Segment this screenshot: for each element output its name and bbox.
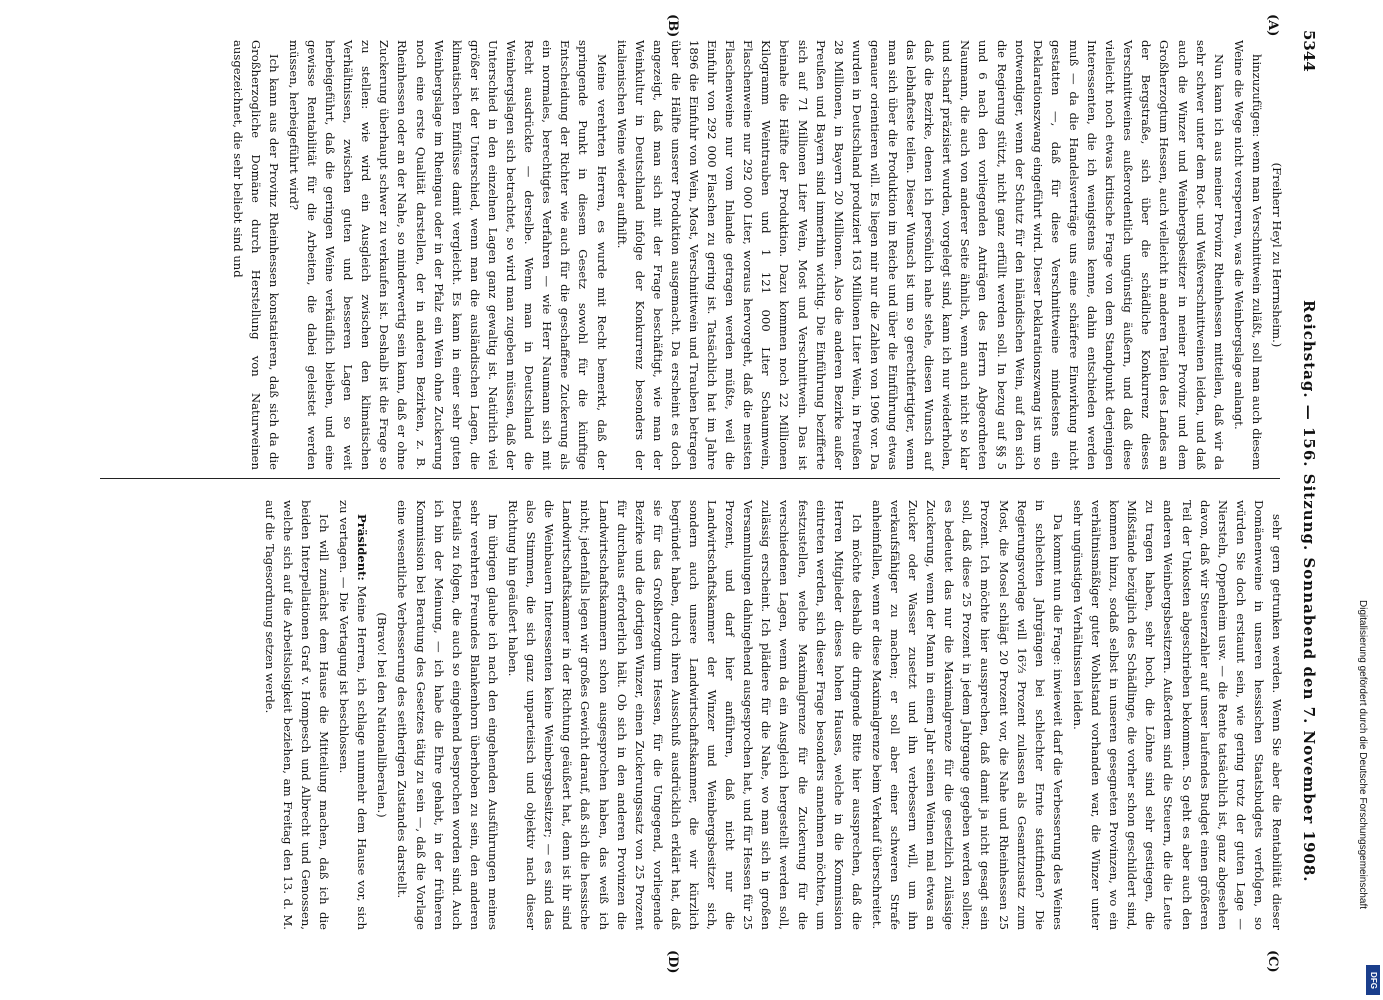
left-column [86, 40, 1286, 470]
margin-letter-c: (C) [1265, 950, 1280, 973]
paragraph: Nun kann ich aus meiner Provinz Rheinhessen mitteilen, daß wir da sehr schwer unter dem Rot- und Weißverschnittweinen leiden, und daß auch die Winzer und Weinbergsbesitzer in meiner Provinz und dem Großherzogtum Hessen, auch vielleicht in anderen Teilen des Landes an der Bergstraße, sich über die schädliche Konkurrenz dieses Verschnittweines außerordentlich ungünstig äußern, und daß diese vielleicht noch etwas kritische Frage von dem Standpunkt derjenigen Interessenten, die ich wenigstens kenne, dahin entschieden werden muß — da die Handelsverträge uns eine schärfere Einwirkung nicht gestatten —, daß für diese Verschnittweine mindestens ein Deklarationszwang eingeführt wird. Dieser Deklarationszwang ist um so notwendiger, wenn der Schutz für den inländischen Wein, auf den sich die Regierung stützt, nicht ganz erfüllt werden soll. In bezug auf §§ 5 und 6 nach den vorliegenden Anträgen des Herrn Abgeordneten Naumann, die auch von anderer Seite ähnlich, wenn auch nicht so klar und scharf präzisiert wurden, vorgelegt sind, kann ich nur wiederholen, daß die Bezirke, denen ich persönlich nahe stehe, diesen Wunsch auf das lebhafteste teilen. Dieser Wunsch ist um so gerechtfertigter, wenn man sich über die Produktion im Reiche und über die Einführung etwas genauer orientieren will. Es liegen mir nur die Zahlen von 1906 vor. Da wurden in Deutschland produziert 163 Millionen Liter Wein, in Preußen 28 Millionen, in Bayern 20 Millionen. Also die anderen Bezirke außer Preußen und Bayern sind immerhin wichtig. Die Einführung bezifferte sich auf 71 Millionen Liter Wein, Most und Verschnittwein. Das ist beinahe die Hälfte der Produktion. Dazu kommen noch 22 Millionen Kilogramm Weintrauben und 1 121 000 Liter Schaumwein, Flaschenweine nur 292 000 Liter, woraus hervorgeht, daß die meisten Flaschenweine nur vom Inlande getragen werden müßte, weil die Einfuhr von 292 000 Flaschen zu gering ist. Tatsächlich hat im Jahre 1896 die Einfuhr von Wein, Most, Verschnittwein und Trauben betragen über die Hälfte unserer Produktion ausgemacht. Da erscheint es doch angezeigt, daß man sich mit der Frage beschäftigt, wie man der Weinkultur in Deutschland infolge der Konkurrenz besonders der italienischen Weine wieder aufhilft. [614, 40, 1226, 470]
page-header [1294, 20, 1320, 970]
margin-letter-b: (B) [665, 14, 680, 38]
running-head: Reichstag. — 156. Sitzung. Sonnabend den 7. November 1908. [1300, 300, 1318, 883]
president-paragraph [335, 500, 371, 930]
page-number: 5344 [1300, 30, 1318, 72]
paragraph: sehr gern getrunken werden. Wenn Sie aber die Rentabilität dieser Domänenweine in unseren hessischen Staatsbudgets verfolgen, so würden Sie doch erstaunt sein, wie gering trotz der guten Lage — Niersteln, Oppenheim usw. — die Rente tatsächlich ist, ganz abgesehen davon, daß wir Steuerzahler auf unser laufendes Budget einen größeren Teil der Unkosten abgeschrieben bekommen. So geht es aber auch den anderen Weinbergsbesitzern. Außerdem sind die Steuern, die die Leute zu tragen haben, sehr hoch, die Löhne sind sehr gestiegen, die Mißstände bezüglich des Schädlinge, die vorher schon geschildert sind, kommen hinzu, sodaß selbst in unseren gesegneten Provinzen, wo ein verhältnismäßiger guter Wohlstand vorhanden war, die Winzer unter sehr ungünstigen Verhältnissen leiden. [1070, 500, 1284, 930]
applause-note: (Bravo! bei den Nationalliberalen.) [375, 612, 390, 818]
paragraph: Da kommt nun die Frage: inwieweit darf die Verbesserung des Weines in schlechten Jahrgängen bei schlechter Ernte stattfinden? Die Regierungsvorlage will 16⅔ Prozent zulassen als Gesamtzusatz zum Most, die Mosel schlägt 20 Prozent vor, die Nahe und Rheinhessen 25 Prozent. Ich möchte hier aussprechen, daß damit ja nicht gesagt sein soll, daß diese 25 Prozent in jedem Jahrgange gegeben werden sollen; es bedeutet das nur die Maximalgrenze für die gesetzlich zulässige Zuckerung, wenn der Mann in einem Jahr seinen Weinen mal etwas an Zucker oder Wasser zusetzt und ihn verbessern will, um ihn verkaufsfähiger zu machen; er soll aber einer schweren Strafe anheimfallen, wenn er diese Maximalgrenze beim Verkauf überschreitet. [869, 500, 1065, 930]
paragraph: hinzuzufügen: wenn man Verschnittwein zuläßt, soll man auch diesem Weine die Wege nicht versperren, was die Weinbergslage anlangt. [1231, 40, 1264, 470]
paragraph: Ich will zunächst dem Hause die Mitteilung machen, daß ich die beiden Interpellationen Graf v. Hompesch und Albrecht und Genossen, welche sich auf die Arbeitslosigkeit beziehen, am Freitag den 13. d. M. auf die Tagesordnung setzen werde. [262, 500, 332, 930]
paragraph: Ich kann aus der Provinz Rheinhessen konstatieren, daß sich da die Großherzogliche Domäne durch Herstellung von Naturweinen ausgezeichnet, die sehr beliebt sind und [230, 40, 281, 470]
dfg-logo [1366, 965, 1380, 995]
margin-letter-a: (A) [1265, 14, 1280, 37]
margin-letter-d: (D) [665, 950, 680, 974]
right-column [86, 500, 1286, 930]
speaker-line: (Freiherr Heyl zu Herrnsheim.) [1270, 162, 1284, 348]
paragraph: Ich möchte deshalb die dringende Bitte hier aussprechen, daß die Herren Mitglieder dieses hohen Hauses, welche in die Kommission eintreten werden, sich dieser Frage besonders annehmen möchten, um festzustellen, welche Maximalgrenze für die Zuckerung für die verschiedenen Lagen, wenn da ein Ausgleich hergestellt werden soll, zulässig erscheint. Ich plädiere für die Nahe, wo man sich in großen Versammlungen dahingehend ausgesprochen hat, und für Hessen für 25 Prozent, und darf hier anführen, daß nicht nur die Landwirtschaftskammer der Winzer und Weinbergsbesitzer sich, sondern auch unsere Landwirtschaftskammer, die wir kürzlich begründet haben, durch ihren Ausschuß ausdrücklich erklärt hat, daß sie für das Großherzogtum Hessen, für die Umgegend, vorliegende Bezirke und die dortigen Winzer, einen Zuckerungssatz von 25 Prozent für durchaus erforderlich hält. Ob sich in den anderen Provinzen die Landwirtschaftskammern schon ausgesprochen haben, das weiß ich nicht; jedenfalls legen wir großes Gewicht darauf, daß sich die hessische Landwirtschaftskammer in der Richtung geäußert hat, denn ist ihr sind die Weinbauern Interessenten keine Weinbergsbesitzer; — es sind das also Stimmen, die sich ganz unparteiisch und objektiv nach dieser Richtung hin geäußert haben. [506, 500, 864, 930]
paragraph: Im übrigen glaube ich nach den eingehenden Ausführungen meines sehr verehrten Freundes Blankenhorn überhoben zu sein, den anderen Details zu folgen, die auch so eingehend besprochen worden sind. Auch ich bin der Meinung, — ich habe die Ehre gehabt, in der früheren Kommission bei Beratung des Gesetzes tätig zu sein —, daß die Vorlage eine wesentliche Verbesserung des seitherigen Zustandes darstellt. [395, 500, 500, 930]
column-divider [100, 478, 1280, 479]
president-text: Meine Herren, ich schlage nunmehr dem Hause vor, sich zu vertagen. — Die Vertagung ist beschlossen. [337, 500, 370, 931]
scanned-page [70, 14, 1320, 974]
digitization-credit: Digitalisierung gefördert durch die Deutsche Forschungsgemeinschaft [1357, 600, 1368, 910]
paragraph: Meine verehrten Herren, es wurde mit Recht bemerkt, daß der springende Punkt in diesem Gesetz sowohl für die künftige Entscheidung der Richter wie auch für die geschaffene Zuckerung als ein normales, berechtigtes Verfahren — wie Herr Naumann sich mit Recht ausdrückte — derselbe. Wenn man in Deutschland die Weinbergslagen sich betrachtet, so wird man zugeben müssen, daß der Unterschied in den einzelnen Lagen ganz gewaltig ist. Natürlich viel größer ist der Unterschied, wenn man die ausländischen Lagen, die klimatischen Einflüsse damit vergleicht. Es kann in einer sehr guten Weinbergslage im Rheingau oder in der Pfalz ein Wein ohne Zuckerung noch eine erste Qualität darstellen, der in anderen Bezirken, z. B. Rheinhessen oder an der Nahe, so minderwertig sein kann, daß er ohne Zuckerung überhaupt schwer zu verkaufen ist. Deshalb ist die Frage so zu stellen: wie wird ein Ausgleich zwischen den klimatischen Verhältnissen, zwischen guten und besseren Lagen so weit herbeigeführt, daß die geringen Weine verkäuflich bleiben, und eine gewisse Rentabilität für die Arbeiten, die dabei geleistet werden müssen, herbeigeführt wird? [286, 40, 609, 470]
dfg-logo-text: DFG [1368, 971, 1378, 989]
president-label: Präsident: [355, 514, 370, 581]
